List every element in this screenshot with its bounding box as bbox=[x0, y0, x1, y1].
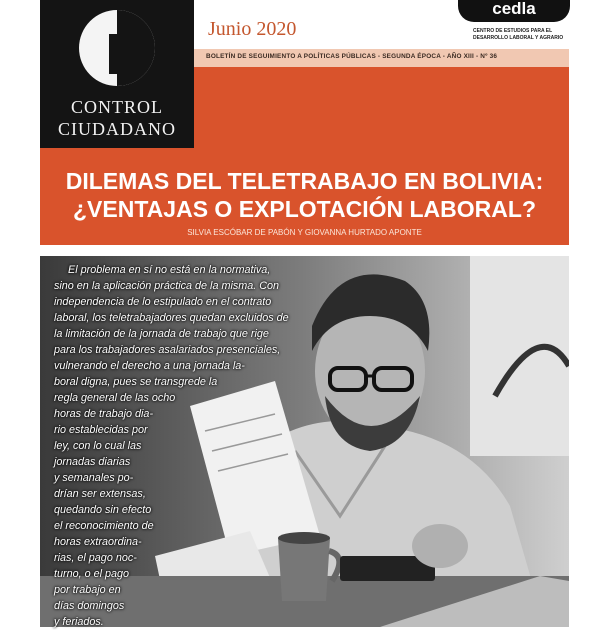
body-line: laboral, los teletrabajadores quedan excluidos de bbox=[54, 312, 289, 324]
body-line: y semanales po- bbox=[54, 472, 134, 484]
body-line: drían ser extensas, bbox=[54, 488, 146, 500]
masthead-title-line2: CIUDADANO bbox=[58, 119, 176, 139]
cedla-subtitle-line2: DESARROLLO LABORAL Y AGRARIO bbox=[473, 35, 564, 41]
cedla-logo: cedla bbox=[458, 0, 570, 22]
body-line: sino en la aplicación práctica de la misma. Con bbox=[54, 280, 280, 292]
body-line: ley, con lo cual las bbox=[54, 440, 142, 452]
control-ciudadano-logo-icon bbox=[79, 10, 155, 86]
body-line: independencia de lo estipulado en el contrato bbox=[54, 296, 272, 308]
masthead-logo-block bbox=[40, 0, 194, 148]
headline-line1: DILEMAS DEL TELETRABAJO EN BOLIVIA: bbox=[65, 168, 544, 194]
cedla-subtitle bbox=[473, 28, 573, 42]
body-line: turno, o el pago bbox=[54, 568, 130, 580]
body-line: rio establecidas por bbox=[54, 424, 148, 436]
cedla-subtitle-line1: CENTRO DE ESTUDIOS PARA EL bbox=[473, 28, 553, 34]
body-line: por trabajo en bbox=[54, 584, 121, 596]
article-authors: SILVIA ESCÓBAR DE PABÓN Y GIOVANNA HURTADO APONTE bbox=[187, 228, 422, 237]
body-line: quedando sin efecto bbox=[54, 504, 152, 516]
body-line: rias, el pago noc- bbox=[54, 552, 137, 564]
body-line: días domingos bbox=[54, 600, 125, 612]
body-line: vulnerando el derecho a una jornada la- bbox=[54, 360, 245, 372]
body-line: El problema en sí no está en la normativa, bbox=[68, 264, 271, 276]
headline-line2: ¿VENTAJAS O EXPLOTACIÓN LABORAL? bbox=[73, 196, 536, 222]
body-line: jornadas diarias bbox=[54, 456, 131, 468]
bulletin-band bbox=[194, 49, 569, 67]
body-line: horas extraordina- bbox=[54, 536, 142, 548]
article-excerpt bbox=[54, 262, 289, 630]
body-line: y feriados. bbox=[54, 616, 104, 628]
bulletin-text: BOLETÍN DE SEGUIMIENTO A POLÍTICAS PÚBLICAS - SEGUNDA ÉPOCA - AÑO XIII - Nº 36 bbox=[206, 53, 498, 60]
body-line: regla general de las ocho bbox=[54, 392, 176, 404]
body-line: la limitación de la jornada de trabajo que rige bbox=[54, 328, 269, 340]
issue-date: Junio 2020 bbox=[208, 18, 297, 40]
body-line: horas de trabajo dia- bbox=[54, 408, 154, 420]
body-line: para los trabajadores asalariados presenciales, bbox=[54, 344, 281, 356]
body-line: el reconocimiento de bbox=[54, 520, 154, 532]
masthead-title-line1: CONTROL bbox=[71, 97, 163, 117]
body-line: boral digna, pues se transgrede la bbox=[54, 376, 218, 388]
